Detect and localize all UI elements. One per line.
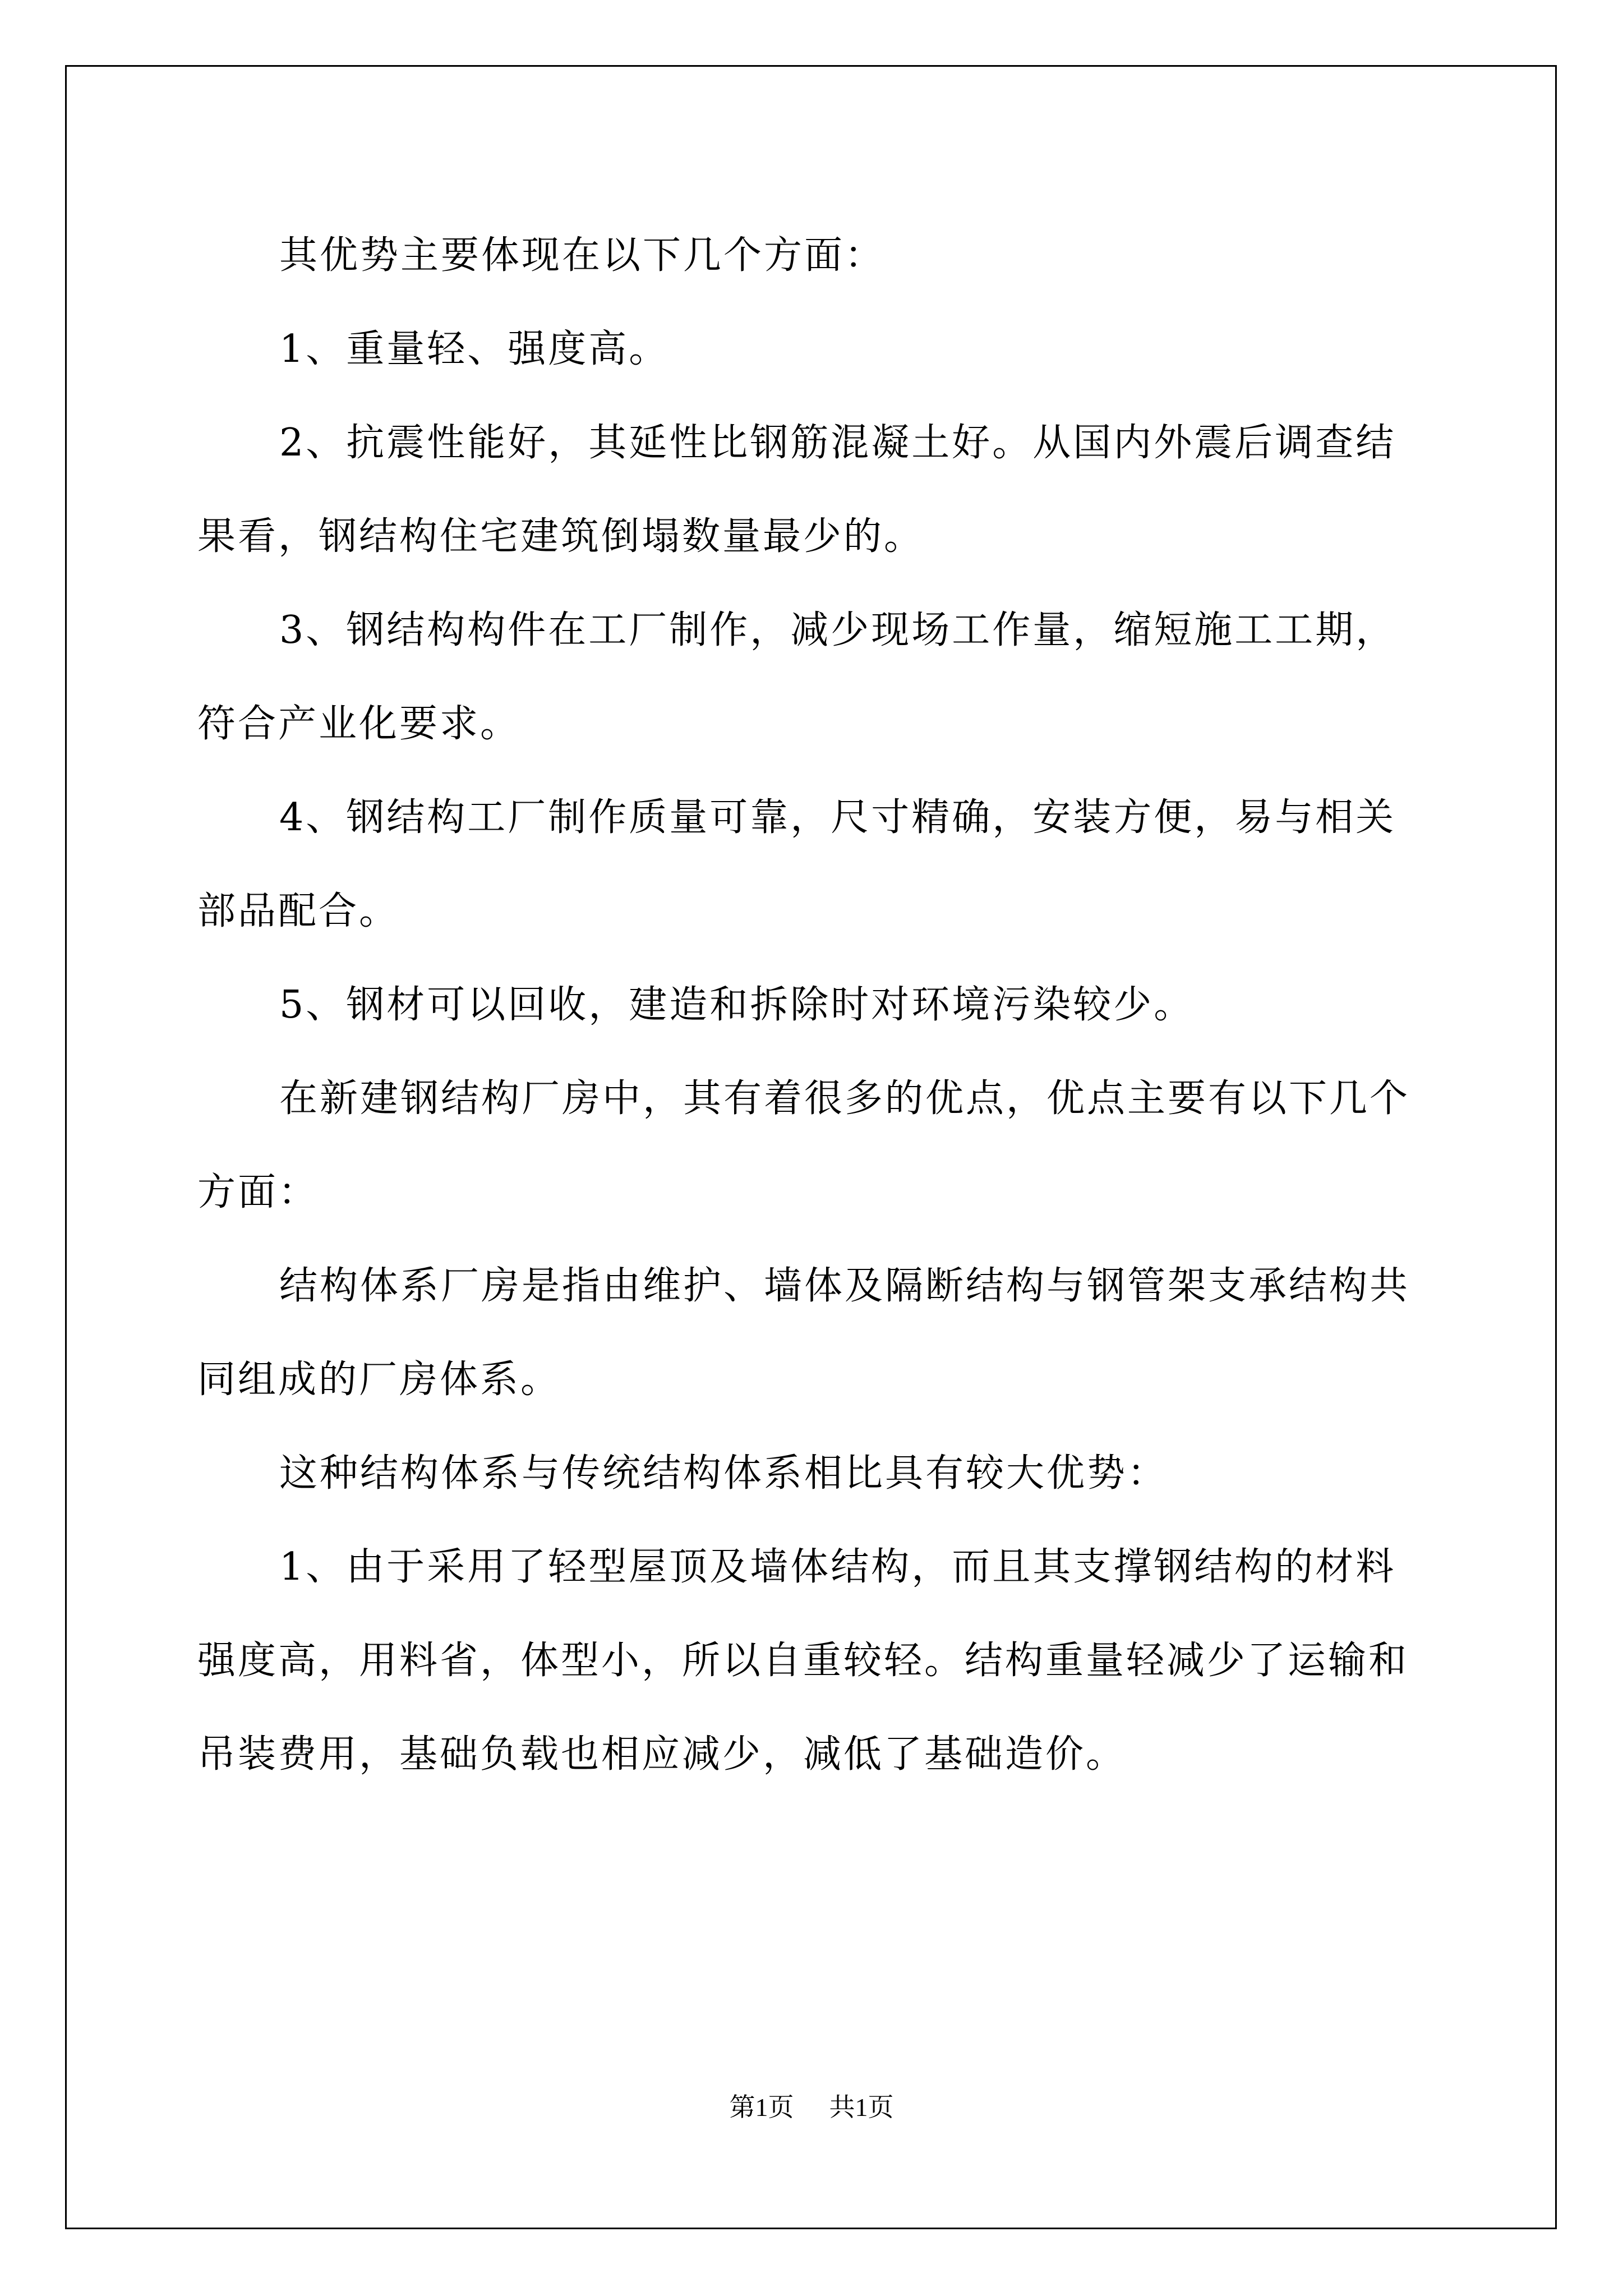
- paragraph: 这种结构体系与传统结构体系相比具有较大优势：: [279, 1451, 1168, 1496]
- paragraph: 其优势主要体现在以下几个方面：: [279, 233, 886, 278]
- paragraph: 结构体系厂房是指由维护、墙体及隔断结构与钢管架支承结构共同组成的厂房体系。: [197, 1264, 1410, 1402]
- page-total: 共1页: [829, 2093, 894, 2122]
- paragraph: 在新建钢结构厂房中，其有着很多的优点，优点主要有以下几个方面：: [197, 1076, 1410, 1214]
- paragraph: 3、钢结构构件在工厂制作，减少现场工作量，缩短施工工期，符合产业化要求。: [197, 608, 1396, 746]
- paragraph: 5、钢材可以回收，建造和拆除时对环境污染较少。: [279, 983, 1195, 1027]
- page-footer: [0, 2087, 1623, 2124]
- page-number: 第1页: [729, 2093, 794, 2122]
- paragraph: 1、重量轻、强度高。: [279, 327, 670, 371]
- paragraph: 2、抗震性能好，其延性比钢筋混凝土好。从国内外震后调查结果看，钢结构住宅建筑倒塌数量最少的。: [197, 421, 1396, 559]
- document-body: [197, 209, 1431, 1801]
- paragraph: 1、由于采用了轻型屋顶及墙体结构，而且其支撑钢结构的材料强度高，用料省，体型小，所以自重较轻。结构重量轻减少了运输和吊装费用，基础负载也相应减少，减低了基础造价。: [197, 1545, 1409, 1777]
- paragraph: 4、钢结构工厂制作质量可靠，尺寸精确，安装方便，易与相关部品配合。: [197, 795, 1396, 933]
